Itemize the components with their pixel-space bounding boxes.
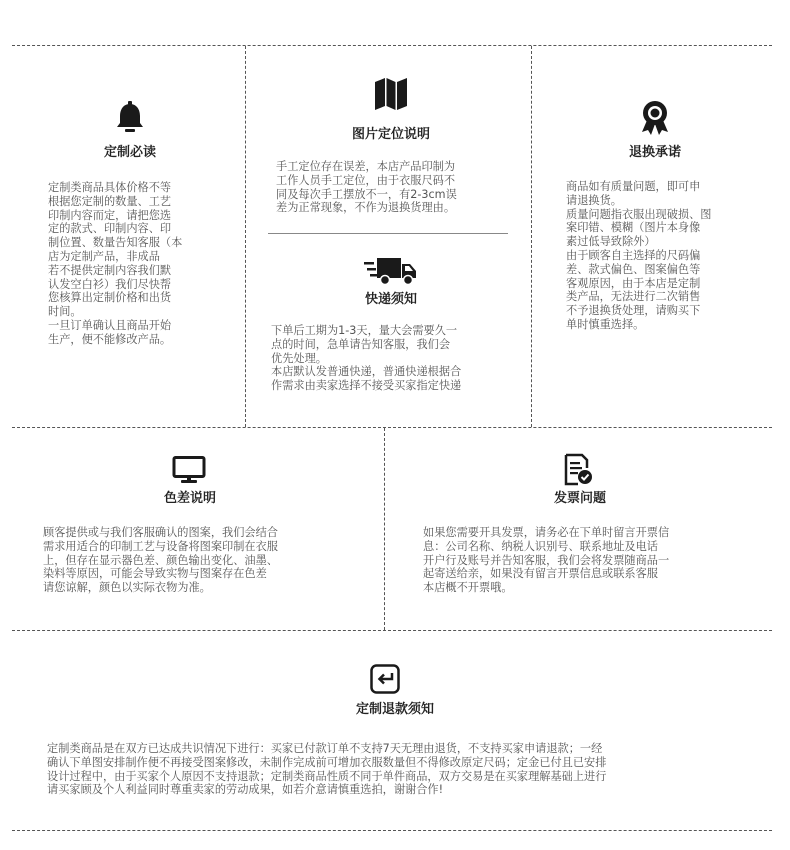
text-line: 点的时间，急单请告知客服，我们会 (271, 337, 451, 351)
text-line: 需求用适合的印制工艺与设备将图案印制在衣服 (43, 539, 278, 553)
section-title: 退换承诺 (628, 145, 681, 160)
section-title: 色差说明 (163, 491, 216, 506)
text-line: 差为正常现象，不作为退换货理由。 (276, 201, 456, 215)
monitor-icon (172, 456, 206, 484)
section-title: 发票问题 (553, 491, 606, 506)
text-line: 息：公司名称、纳税人识别号、联系地址及电话 (423, 539, 658, 553)
text-line: 若不提供定制内容我们默 (48, 263, 172, 277)
text-line: 请退换货。 (566, 193, 622, 207)
truck-icon (364, 256, 418, 286)
text-line: 手工定位存在误差，本店产品印制为 (276, 160, 456, 173)
section-body (423, 526, 743, 595)
text-line: 由于顾客自主选择的尺码偏 (566, 248, 701, 262)
text-line: 一旦订单确认且商品开始 (48, 318, 172, 332)
text-line: 工作人员手工定位，由于衣服尺码不 (276, 173, 456, 187)
award-icon (640, 100, 670, 136)
text-line: 本店概不开票哦。 (423, 581, 513, 595)
text-line: 案印错、模糊（图片本身像 (566, 221, 701, 235)
text-line: 请买家顾及个人利益同时尊重卖家的劳动成果，如若介意请慎重选拍，谢谢合作! (47, 783, 444, 797)
text-line: 不予退换货处理，请购买下 (566, 304, 701, 318)
divider-col-2 (531, 46, 532, 427)
text-line: 优先处理。 (271, 351, 327, 365)
section-body (276, 160, 508, 215)
text-line: 您核算出定制价格和出货 (48, 291, 172, 305)
text-line: 商品如有质量问题，即可申 (566, 180, 701, 193)
text-line: 制位置、数量告知客服（本 (48, 236, 183, 250)
text-line: 染料等原因，可能会导致实物与图案存在色差 (43, 567, 267, 581)
center-separator (268, 233, 508, 234)
text-line: 时间。 (48, 305, 82, 319)
return-icon (370, 664, 400, 694)
text-line: 单时慎重选择。 (566, 317, 645, 331)
section-body (43, 526, 357, 595)
text-line: 定制类商品具体价格不等 (48, 181, 172, 194)
section-body (48, 181, 210, 347)
section-body (566, 180, 744, 332)
section-title: 定制退款须知 (355, 702, 434, 717)
bottom-divider (12, 830, 772, 831)
text-line: 店为定制产品，非成品 (48, 249, 160, 263)
text-line: 开户行及账号并告知客服，我们会将发票随商品一 (423, 553, 670, 567)
section-title: 快递须知 (364, 292, 417, 307)
lower-divider (12, 630, 772, 631)
divider-middle (384, 428, 385, 630)
invoice-check-icon (563, 453, 593, 487)
text-line: 确认下单图安排制作便不再接受图案修改，未制作完成前可增加衣服数量但不得修改原定尺码；定金已付且已安排 (47, 755, 607, 769)
section-body (271, 324, 511, 393)
text-line: 下单后工期为1-3天，量大会需要久一 (271, 324, 458, 337)
map-icon (374, 78, 408, 110)
divider-col-1 (245, 46, 246, 427)
text-line: 设计过程中，由于买家个人原因不支持退款；定制类商品性质不同于单件商品，双方交易是在买家理解基础上进行 (47, 769, 607, 783)
text-line: 素过低导致除外） (566, 235, 656, 249)
text-line: 定制类商品是在双方已达成共识情况下进行：买家已付款订单不支持7天无理由退货，不支持买家申请退款；一经 (47, 742, 603, 755)
bell-icon (115, 101, 145, 135)
text-line: 客观原因，由于本店是定制 (566, 276, 701, 290)
text-line: 印制内容而定，请把您选 (48, 208, 172, 222)
text-line: 认发空白衫）我们尽快帮 (48, 277, 172, 291)
text-line: 本店默认发普通快递，普通快递根据合 (271, 365, 462, 379)
text-line: 作需求由卖家选择不接受买家指定快递 (271, 379, 462, 393)
section-title: 图片定位说明 (351, 127, 430, 142)
text-line: 顾客提供或与我们客服确认的图案，我们会结合 (43, 526, 278, 539)
text-line: 定的款式、印制内容、印 (48, 222, 172, 236)
text-line: 质量问题指衣服出现破损、图 (566, 207, 712, 221)
top-divider (12, 45, 772, 46)
section-title: 定制必读 (103, 145, 156, 160)
text-line: 类产品，无法进行二次销售 (566, 290, 701, 304)
text-line: 同及每次手工摆放不一，有2-3cm误 (276, 187, 457, 201)
text-line: 起寄送给亲，如果没有留言开票信息或联系客服 (423, 567, 658, 581)
text-line: 如果您需要开具发票，请务必在下单时留言开票信 (423, 526, 670, 539)
text-line: 上，但存在显示器色差、颜色输出变化、油墨、 (43, 553, 278, 567)
middle-divider (12, 427, 772, 428)
section-body (47, 742, 757, 797)
text-line: 请您谅解，颜色以实际衣物为准。 (43, 581, 211, 595)
text-line: 根据您定制的数量、工艺 (48, 194, 172, 208)
text-line: 生产，便不能修改产品。 (48, 332, 172, 346)
text-line: 差、款式偏色、图案偏色等 (566, 262, 701, 276)
